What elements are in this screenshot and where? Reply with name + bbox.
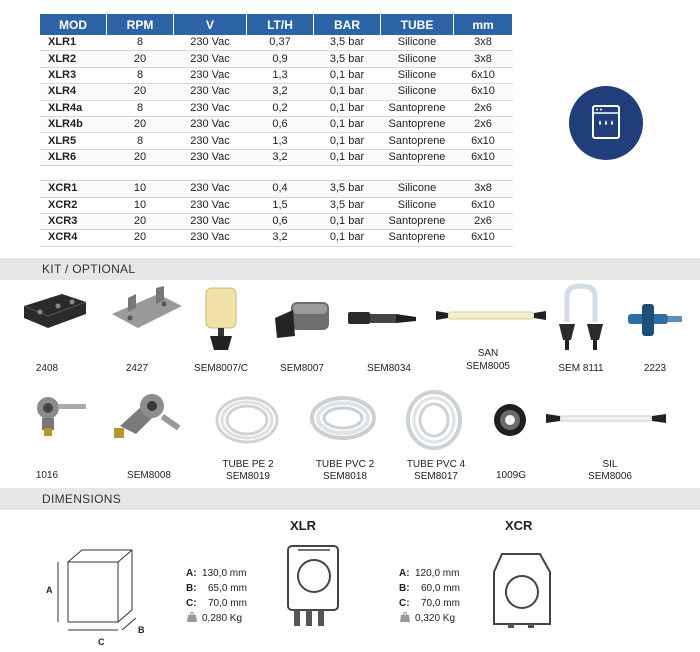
dimensions-bar: [0, 488, 700, 510]
kit-optional-bar: [0, 258, 700, 280]
tube-sem8006-image: [546, 410, 666, 428]
cell-mm: 2x6: [454, 213, 513, 229]
cell-rpm: 10: [107, 181, 174, 197]
xlr-b-value: 65,0 mm: [208, 583, 247, 594]
spacer-cell: [314, 166, 381, 181]
spacer-cell: [454, 166, 513, 181]
table-row: [40, 84, 513, 100]
bracket-2408-image: [18, 288, 90, 336]
spec-table: [40, 14, 513, 247]
cell-tube: Santoprene: [381, 133, 454, 149]
cell-lth: 1,3: [247, 133, 314, 149]
cell-lth: 0,4: [247, 181, 314, 197]
xlr-title: XLR: [290, 518, 316, 533]
xcr-weight: 0,320 Kg: [415, 613, 456, 624]
xcr-b-value: 60,0 mm: [421, 583, 460, 594]
xlr-a-key: A:: [186, 568, 197, 579]
cell-v: 230 Vac: [174, 84, 247, 100]
caption-sem8005-code: SEM8005: [466, 361, 510, 372]
spacer-cell: [247, 166, 314, 181]
cell-bar: 0,1 bar: [314, 213, 381, 229]
cell-mm: 2x6: [454, 116, 513, 132]
cell-v: 230 Vac: [174, 67, 247, 83]
caption-sem8018-code: SEM8018: [323, 471, 367, 482]
table-row: [40, 35, 513, 51]
cell-tube: Santoprene: [381, 100, 454, 116]
caption-sem8017-name: TUBE PVC 4: [406, 459, 466, 470]
dishwasher-icon: [569, 86, 643, 160]
spacer-cell: [381, 166, 454, 181]
cell-rpm: 8: [107, 67, 174, 83]
cell-mm: 6x10: [454, 197, 513, 213]
table-row: [40, 197, 513, 213]
cell-mod: XCR2: [40, 197, 107, 213]
table-row: [40, 181, 513, 197]
col-header-lth: LT/H: [247, 14, 314, 35]
box-label-b: B: [138, 625, 145, 635]
caption-sem8019-code: SEM8019: [226, 471, 270, 482]
cell-tube: Silicone: [381, 35, 454, 51]
xcr-a-value: 120,0 mm: [415, 568, 460, 579]
fitting-2223-image: [624, 300, 684, 340]
table-row: [40, 116, 513, 132]
cell-mod: XLR4a: [40, 100, 107, 116]
cell-bar: 0,1 bar: [314, 133, 381, 149]
cell-mm: 3x8: [454, 35, 513, 51]
xcr-b-key: B:: [399, 583, 410, 594]
table-spacer-row: [40, 166, 513, 181]
caption-2427: 2427: [125, 363, 149, 374]
weight-icon: [186, 611, 200, 628]
table-row: [40, 213, 513, 229]
cell-tube: Silicone: [381, 181, 454, 197]
cell-rpm: 20: [107, 149, 174, 165]
cell-lth: 3,2: [247, 84, 314, 100]
xlr-a-value: 130,0 mm: [202, 568, 247, 579]
cell-mod: XCR4: [40, 230, 107, 246]
xcr-dimensions: [399, 566, 460, 628]
cell-lth: 3,2: [247, 149, 314, 165]
cell-mod: XLR4b: [40, 116, 107, 132]
tube-coil-sem8019-image: [212, 390, 282, 450]
cell-mm: 3x8: [454, 181, 513, 197]
xlr-pump-image: [280, 540, 344, 632]
cell-rpm: 20: [107, 230, 174, 246]
cell-v: 230 Vac: [174, 149, 247, 165]
cell-tube: Santoprene: [381, 230, 454, 246]
xcr-title: XCR: [505, 518, 533, 533]
caption-2408: 2408: [35, 363, 59, 374]
cell-tube: Santoprene: [381, 149, 454, 165]
dimensions-title: DIMENSIONS: [42, 492, 122, 506]
kit-optional-title: KIT / OPTIONAL: [42, 262, 136, 276]
caption-sem8034: SEM8034: [367, 363, 411, 374]
col-header-rpm: RPM: [107, 14, 174, 35]
cell-lth: 1,5: [247, 197, 314, 213]
cell-mm: 6x10: [454, 230, 513, 246]
caption-sem8006-name: SIL: [602, 459, 618, 470]
cell-mm: 2x6: [454, 100, 513, 116]
caption-sem8006-code: SEM8006: [588, 471, 632, 482]
sensor-1016-image: [30, 392, 88, 438]
cell-mod: XLR4: [40, 84, 107, 100]
cell-bar: 3,5 bar: [314, 35, 381, 51]
caption-sem8005-name: SAN: [477, 348, 499, 359]
cell-bar: 0,1 bar: [314, 149, 381, 165]
caption-sem8019-name: TUBE PE 2: [222, 459, 274, 470]
table-header-row: [40, 14, 513, 35]
cell-bar: 0,1 bar: [314, 116, 381, 132]
cell-rpm: 20: [107, 51, 174, 67]
cell-mod: XCR3: [40, 213, 107, 229]
caption-sem8017-code: SEM8017: [414, 471, 458, 482]
caption-sem8018-name: TUBE PVC 2: [315, 459, 375, 470]
cell-v: 230 Vac: [174, 116, 247, 132]
spacer-cell: [107, 166, 174, 181]
cell-rpm: 8: [107, 35, 174, 51]
weight-icon: [399, 611, 413, 628]
spacer-cell: [40, 166, 107, 181]
cell-mod: XLR2: [40, 51, 107, 67]
bearing-1009g-image: [490, 400, 530, 440]
tube-sem8111-image: [555, 282, 607, 354]
xlr-dimensions: [186, 566, 247, 628]
cell-bar: 0,1 bar: [314, 67, 381, 83]
xlr-b-key: B:: [186, 583, 197, 594]
cell-lth: 0,9: [247, 51, 314, 67]
cell-mod: XLR6: [40, 149, 107, 165]
cell-rpm: 20: [107, 213, 174, 229]
xcr-c-value: 70,0 mm: [421, 598, 460, 609]
table-row: [40, 51, 513, 67]
cell-tube: Silicone: [381, 197, 454, 213]
cell-rpm: 20: [107, 84, 174, 100]
cell-bar: 0,1 bar: [314, 100, 381, 116]
tube-coil-sem8017-image: [404, 388, 464, 452]
table-row: [40, 67, 513, 83]
cell-mm: 6x10: [454, 67, 513, 83]
col-header-mod: MOD: [40, 14, 107, 35]
cell-rpm: 8: [107, 100, 174, 116]
cell-tube: Santoprene: [381, 213, 454, 229]
cell-rpm: 8: [107, 133, 174, 149]
spacer-cell: [174, 166, 247, 181]
cell-rpm: 10: [107, 197, 174, 213]
caption-sem8007: SEM8007: [280, 363, 324, 374]
cell-lth: 3,2: [247, 230, 314, 246]
table-row: [40, 230, 513, 246]
cell-bar: 3,5 bar: [314, 197, 381, 213]
dimension-box-diagram: [40, 540, 150, 640]
cell-v: 230 Vac: [174, 35, 247, 51]
caption-2223: 2223: [643, 363, 667, 374]
cell-v: 230 Vac: [174, 51, 247, 67]
cell-lth: 1,3: [247, 67, 314, 83]
cell-mm: 6x10: [454, 84, 513, 100]
xcr-c-key: C:: [399, 598, 410, 609]
caption-1016: 1016: [35, 470, 59, 481]
box-label-c: C: [98, 637, 105, 647]
cell-v: 230 Vac: [174, 213, 247, 229]
col-header-bar: BAR: [314, 14, 381, 35]
box-label-a: A: [46, 585, 53, 595]
cell-v: 230 Vac: [174, 197, 247, 213]
xcr-a-key: A:: [399, 568, 410, 579]
cell-lth: 0,6: [247, 116, 314, 132]
cell-mm: 6x10: [454, 133, 513, 149]
cell-rpm: 20: [107, 116, 174, 132]
cell-bar: 3,5 bar: [314, 51, 381, 67]
cell-tube: Santoprene: [381, 116, 454, 132]
cell-bar: 3,5 bar: [314, 181, 381, 197]
xlr-c-key: C:: [186, 598, 197, 609]
bracket-2427-image: [108, 284, 186, 334]
cell-bar: 0,1 bar: [314, 84, 381, 100]
tube-sem8005-image: [436, 306, 546, 326]
col-header-v: V: [174, 14, 247, 35]
filter-sem8007-image: [273, 298, 333, 342]
table-row: [40, 100, 513, 116]
col-header-tube: TUBE: [381, 14, 454, 35]
cell-tube: Silicone: [381, 51, 454, 67]
xcr-pump-image: [488, 550, 554, 630]
cell-v: 230 Vac: [174, 181, 247, 197]
cell-lth: 0,6: [247, 213, 314, 229]
xlr-weight: 0,280 Kg: [202, 613, 243, 624]
col-header-mm: mm: [454, 14, 513, 35]
cell-mod: XLR5: [40, 133, 107, 149]
cell-v: 230 Vac: [174, 230, 247, 246]
table-row: [40, 149, 513, 165]
sensor-sem8008-image: [112, 390, 188, 446]
cell-v: 230 Vac: [174, 100, 247, 116]
cell-tube: Silicone: [381, 84, 454, 100]
caption-1009g: 1009G: [495, 470, 527, 481]
cell-mod: XLR3: [40, 67, 107, 83]
caption-sem8008: SEM8008: [127, 470, 171, 481]
container-sem8007c-image: [198, 286, 244, 354]
cell-tube: Silicone: [381, 67, 454, 83]
injector-sem8034-image: [346, 306, 420, 332]
cell-mod: XCR1: [40, 181, 107, 197]
table-row: [40, 133, 513, 149]
dishwasher-badge: [569, 86, 643, 160]
cell-bar: 0,1 bar: [314, 230, 381, 246]
caption-sem8111: SEM 8111: [558, 363, 604, 374]
caption-sem8007c: SEM8007/C: [194, 363, 248, 374]
xlr-c-value: 70,0 mm: [208, 598, 247, 609]
cell-v: 230 Vac: [174, 133, 247, 149]
tube-coil-sem8018-image: [308, 390, 378, 446]
cell-mod: XLR1: [40, 35, 107, 51]
cell-lth: 0,2: [247, 100, 314, 116]
cell-lth: 0,37: [247, 35, 314, 51]
cell-mm: 3x8: [454, 51, 513, 67]
cell-mm: 6x10: [454, 149, 513, 165]
